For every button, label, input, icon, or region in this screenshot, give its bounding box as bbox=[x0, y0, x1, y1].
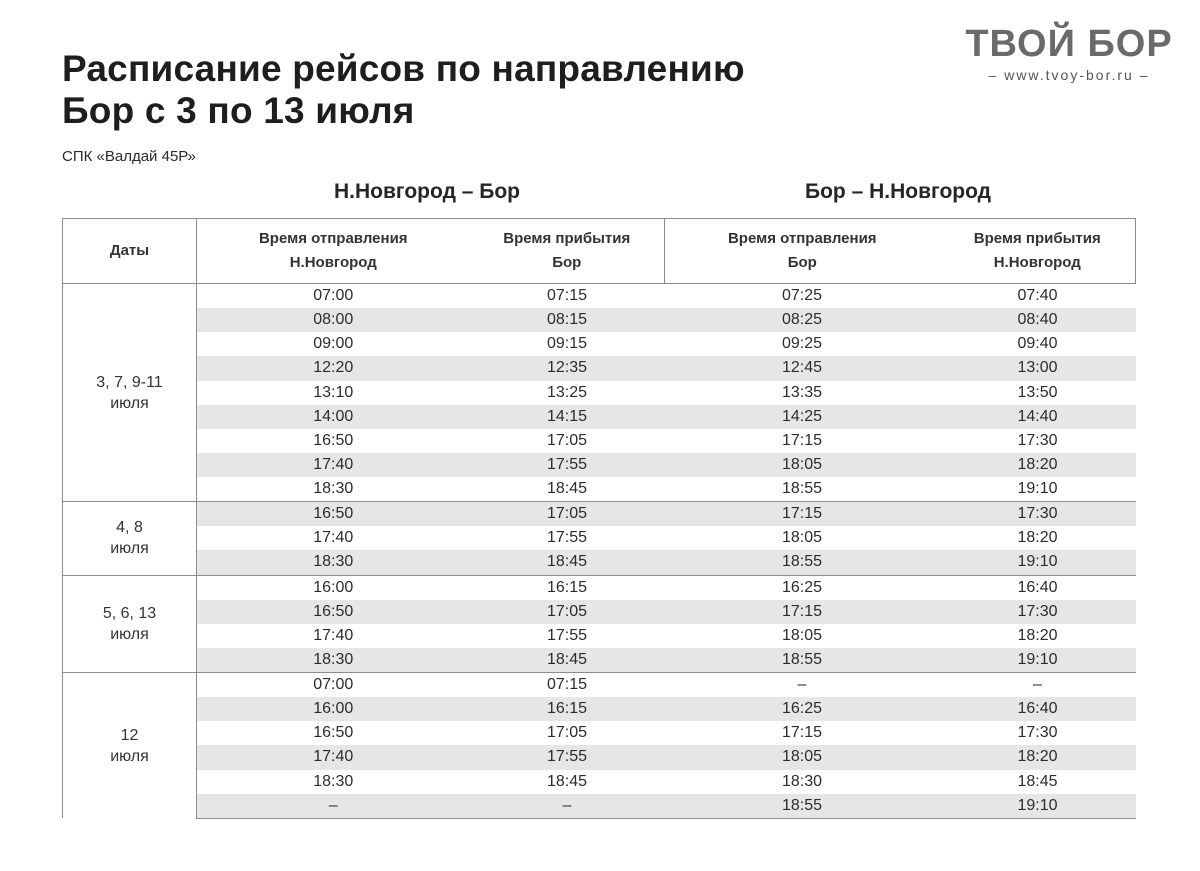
time-cell-nn-arrive: 19:10 bbox=[940, 550, 1136, 575]
time-cell-bor-arrive: – bbox=[470, 794, 665, 819]
table-row bbox=[63, 381, 1136, 405]
time-cell-bor-depart: 18:05 bbox=[781, 626, 823, 644]
time-cell-bor-depart: – bbox=[665, 673, 940, 698]
date-group-line: 12 bbox=[120, 726, 139, 744]
time-cell-nn-depart: 16:00 bbox=[197, 575, 470, 600]
time-cell-nn-depart: 17:40 bbox=[197, 745, 470, 769]
logo-url: – www.tvoy-bor.ru – bbox=[988, 67, 1150, 83]
time-cell-bor-depart: 13:35 bbox=[781, 383, 823, 401]
time-cell-bor-depart: 18:55 bbox=[665, 794, 940, 819]
time-cell-bor-arrive: 17:05 bbox=[470, 600, 665, 624]
time-cell-bor-arrive: 17:55 bbox=[546, 529, 588, 547]
time-cell-bor-depart: 17:15 bbox=[781, 724, 823, 742]
time-cell-bor-depart: 07:25 bbox=[665, 284, 940, 309]
table-row bbox=[63, 575, 1136, 600]
time-cell-bor-arrive: 17:55 bbox=[470, 745, 665, 769]
time-cell-nn-arrive: 16:40 bbox=[940, 575, 1136, 600]
time-cell-nn-depart: 18:30 bbox=[197, 550, 470, 575]
time-cell-nn-depart: 18:30 bbox=[197, 477, 470, 502]
date-group-line: июля bbox=[110, 747, 149, 765]
time-cell-nn-arrive: 13:00 bbox=[940, 356, 1136, 380]
date-group-cell bbox=[63, 502, 197, 575]
time-cell-nn-depart: 07:00 bbox=[197, 284, 470, 309]
time-cell-bor-arrive: 07:15 bbox=[470, 284, 665, 309]
time-cell-nn-depart: 17:40 bbox=[197, 453, 470, 477]
time-cell-nn-arrive: 18:20 bbox=[1017, 529, 1058, 547]
time-cell-bor-depart: 14:25 bbox=[665, 405, 940, 429]
time-cell-nn-arrive: 07:40 bbox=[940, 284, 1136, 309]
table-row bbox=[63, 721, 1136, 745]
table-row bbox=[63, 794, 1136, 819]
time-cell-bor-arrive: 18:45 bbox=[470, 477, 665, 502]
time-cell-bor-depart: 16:25 bbox=[665, 575, 940, 600]
table-row bbox=[63, 453, 1136, 477]
header-bor-arrive-line1: Время прибытия bbox=[503, 230, 631, 247]
time-cell-nn-depart: 13:10 bbox=[313, 383, 354, 401]
time-cell-bor-arrive: 17:05 bbox=[546, 431, 588, 449]
header-dates: Даты bbox=[63, 219, 197, 284]
time-cell-bor-arrive: 14:15 bbox=[470, 405, 665, 429]
date-group-cell bbox=[63, 575, 197, 673]
time-cell-bor-depart: 12:45 bbox=[665, 356, 940, 380]
header-nn-depart-line2: Н.Новгород bbox=[289, 254, 377, 271]
site-logo bbox=[952, 22, 1186, 83]
time-cell-nn-arrive: 14:40 bbox=[940, 405, 1136, 429]
time-cell-nn-depart: 12:20 bbox=[197, 356, 470, 380]
time-cell-nn-depart: 16:50 bbox=[197, 502, 470, 527]
header-nn-depart-line1: Время отправления bbox=[258, 230, 408, 247]
time-cell-nn-depart: 14:00 bbox=[197, 405, 470, 429]
time-cell-nn-arrive: 18:20 bbox=[940, 745, 1136, 769]
date-group-line: 5, 6, 13 bbox=[102, 604, 157, 622]
table-row bbox=[63, 284, 1136, 309]
time-cell-nn-depart: – bbox=[197, 794, 470, 819]
date-group-line: июля bbox=[110, 540, 149, 558]
date-group-line: 3, 7, 9-11 bbox=[96, 373, 163, 391]
vessel-name: СПК «Валдай 45Р» bbox=[62, 148, 196, 165]
time-cell-nn-depart: 16:50 bbox=[313, 724, 354, 742]
table-row bbox=[63, 429, 1136, 453]
time-cell-bor-depart: 18:30 bbox=[781, 772, 823, 790]
time-cell-bor-arrive: 17:05 bbox=[546, 724, 588, 742]
time-cell-nn-arrive: 09:40 bbox=[1017, 335, 1058, 353]
time-cell-bor-depart: 08:25 bbox=[665, 308, 940, 332]
date-group-line: июля bbox=[110, 394, 149, 412]
time-cell-nn-arrive: 08:40 bbox=[940, 308, 1136, 332]
time-cell-bor-depart: 09:25 bbox=[781, 335, 823, 353]
time-cell-nn-arrive: 17:30 bbox=[1017, 431, 1058, 449]
time-cell-bor-depart: 18:55 bbox=[665, 648, 940, 673]
time-cell-nn-arrive: 19:10 bbox=[940, 477, 1136, 502]
title-line-1: Расписание рейсов по направлению bbox=[62, 48, 745, 89]
time-cell-bor-arrive: 17:05 bbox=[470, 502, 665, 527]
date-group-line: июля bbox=[110, 625, 149, 643]
page-title bbox=[62, 48, 745, 132]
time-cell-nn-arrive: – bbox=[940, 673, 1136, 698]
time-cell-bor-depart: 18:55 bbox=[665, 550, 940, 575]
time-cell-nn-arrive: 13:50 bbox=[1017, 383, 1058, 401]
time-cell-nn-arrive: 16:40 bbox=[940, 697, 1136, 721]
time-cell-bor-arrive: 13:25 bbox=[546, 383, 588, 401]
table-row bbox=[63, 526, 1136, 550]
table-row bbox=[63, 550, 1136, 575]
table-row bbox=[63, 332, 1136, 356]
table-row bbox=[63, 624, 1136, 648]
time-cell-bor-arrive: 17:55 bbox=[470, 453, 665, 477]
time-cell-nn-arrive: 19:10 bbox=[940, 794, 1136, 819]
time-cell-nn-arrive: 18:20 bbox=[940, 453, 1136, 477]
header-bor-depart-line2: Бор bbox=[787, 254, 817, 271]
time-cell-nn-depart: 08:00 bbox=[197, 308, 470, 332]
time-cell-bor-arrive: 18:45 bbox=[470, 550, 665, 575]
time-cell-nn-depart: 18:30 bbox=[197, 648, 470, 673]
time-cell-nn-arrive: 18:45 bbox=[1017, 772, 1058, 790]
direction-title-nn-bor: Н.Новгород – Бор bbox=[333, 180, 520, 203]
time-cell-nn-depart: 09:00 bbox=[313, 335, 354, 353]
time-cell-bor-depart: 17:15 bbox=[781, 431, 823, 449]
title-line-2: Бор с 3 по 13 июля bbox=[62, 90, 415, 131]
direction-title-bor-nn: Бор – Н.Новгород bbox=[804, 180, 991, 203]
schedule-table-header bbox=[63, 219, 1136, 284]
time-cell-nn-arrive: 17:30 bbox=[1017, 724, 1058, 742]
time-cell-bor-arrive: 18:45 bbox=[470, 648, 665, 673]
time-cell-bor-depart: 18:05 bbox=[781, 529, 823, 547]
header-bor-depart bbox=[665, 219, 940, 284]
table-row bbox=[63, 502, 1136, 527]
schedule-table-body bbox=[63, 284, 1136, 819]
time-cell-nn-depart: 18:30 bbox=[313, 772, 354, 790]
header-nn-arrive-line2: Н.Новгород bbox=[993, 254, 1081, 271]
time-cell-nn-arrive: 19:10 bbox=[940, 648, 1136, 673]
table-row bbox=[63, 477, 1136, 502]
time-cell-bor-arrive: 12:35 bbox=[470, 356, 665, 380]
time-cell-bor-arrive: 08:15 bbox=[470, 308, 665, 332]
header-bor-arrive bbox=[470, 219, 665, 284]
table-row bbox=[63, 770, 1136, 794]
table-row bbox=[63, 356, 1136, 380]
time-cell-bor-arrive: 16:15 bbox=[470, 575, 665, 600]
time-cell-bor-depart: 17:15 bbox=[665, 600, 940, 624]
time-cell-nn-depart: 16:00 bbox=[197, 697, 470, 721]
time-cell-bor-arrive: 09:15 bbox=[546, 335, 588, 353]
time-cell-bor-depart: 18:05 bbox=[665, 453, 940, 477]
table-row bbox=[63, 308, 1136, 332]
table-row bbox=[63, 745, 1136, 769]
time-cell-bor-depart: 17:15 bbox=[665, 502, 940, 527]
date-group-line: 4, 8 bbox=[116, 519, 143, 537]
time-cell-bor-arrive: 17:55 bbox=[546, 626, 588, 644]
table-row bbox=[63, 673, 1136, 698]
table-row bbox=[63, 648, 1136, 673]
time-cell-nn-arrive: 17:30 bbox=[940, 600, 1136, 624]
time-cell-bor-arrive: 16:15 bbox=[470, 697, 665, 721]
date-group-cell bbox=[63, 673, 197, 819]
time-cell-bor-arrive: 18:45 bbox=[546, 772, 588, 790]
time-cell-bor-arrive: 07:15 bbox=[470, 673, 665, 698]
logo-name: ТВОЙ БОР bbox=[965, 23, 1173, 65]
time-cell-nn-depart: 07:00 bbox=[197, 673, 470, 698]
table-row bbox=[63, 697, 1136, 721]
time-cell-nn-depart: 16:50 bbox=[197, 600, 470, 624]
header-nn-depart bbox=[197, 219, 470, 284]
time-cell-nn-arrive: 18:20 bbox=[1017, 626, 1058, 644]
header-bor-arrive-line2: Бор bbox=[552, 254, 582, 271]
date-group-cell bbox=[63, 284, 197, 502]
time-cell-nn-arrive: 17:30 bbox=[940, 502, 1136, 527]
time-cell-bor-depart: 18:55 bbox=[665, 477, 940, 502]
header-nn-arrive bbox=[940, 219, 1136, 284]
table-row bbox=[63, 600, 1136, 624]
time-cell-nn-depart: 17:40 bbox=[313, 529, 354, 547]
time-cell-nn-depart: 17:40 bbox=[313, 626, 354, 644]
time-cell-bor-depart: 16:25 bbox=[665, 697, 940, 721]
header-nn-arrive-line1: Время прибытия bbox=[973, 230, 1101, 247]
table-row bbox=[63, 405, 1136, 429]
time-cell-bor-depart: 18:05 bbox=[665, 745, 940, 769]
schedule-table bbox=[62, 218, 1136, 819]
header-bor-depart-line1: Время отправления bbox=[727, 230, 877, 247]
time-cell-nn-depart: 16:50 bbox=[313, 431, 354, 449]
